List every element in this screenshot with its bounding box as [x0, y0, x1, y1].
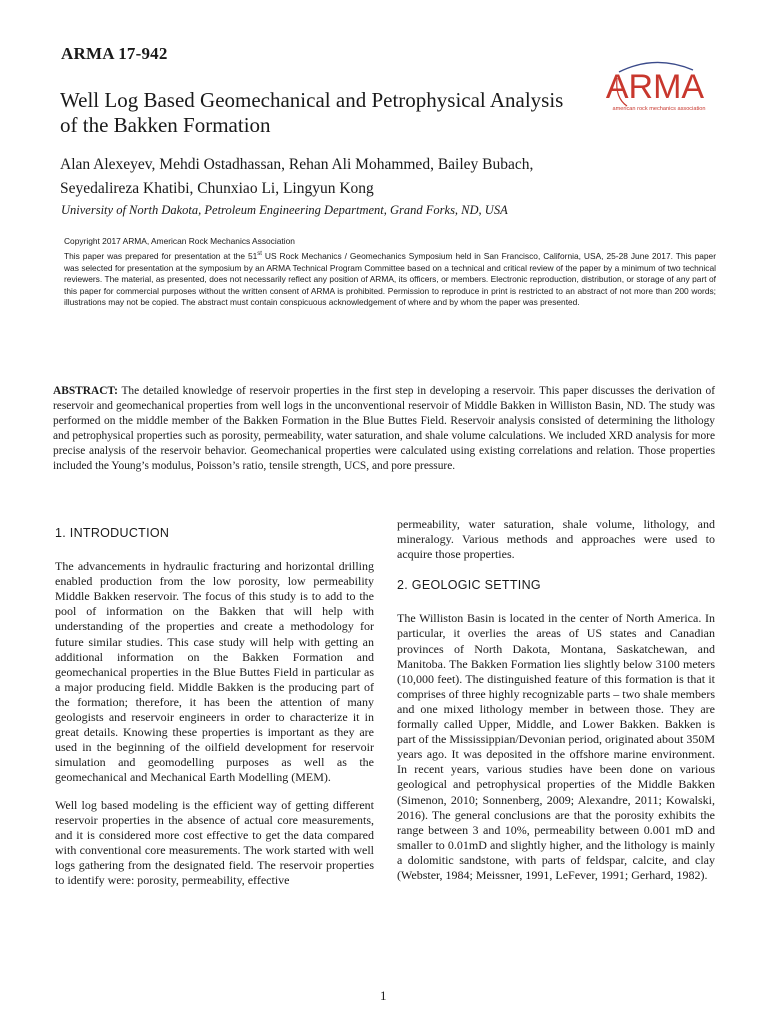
intro-paragraph-2: Well log based modeling is the efficient way of getting different reservoir properties in the absence of actual core measurements, and it is considered more cost effective to get the data compared with conventional core measurements. The work started with well logs gathering from the designated field. The reservoir properties to identify were: porosity, permeability, effective — [55, 797, 374, 887]
paper-id: ARMA 17-942 — [61, 44, 168, 63]
abstract-label: ABSTRACT: — [53, 385, 118, 397]
affiliation: University of North Dakota, Petroleum Engineering Department, Grand Forks, ND, USA — [61, 203, 508, 217]
intro-paragraph-1: The advancements in hydraulic fracturing and horizontal drilling enabled production from the low porosity, low permeability Middle Bakken reservoir. The focus of this study is to add to the pool of information on the Bakken that will help with understanding of the properties and create a methodology for future similar studies. This case study will help with getting an additional information on the Bakken Formation and geomechanical properties in the Blue Buttes Field in particular as a major producing field. Middle Bakken is the producing part of the formation; therefore, it has been the attention of many geologists and reservoir engineers in order to characterize it in great details. Knowing these properties is important as they are used in the beginning of the oilfield development for reservoir simulation and geomodelling purposes as well as the geomechanical and Mechanical Earth Modelling (MEM). — [55, 559, 374, 785]
copyright-body-pre: This paper was prepared for presentation at the 51 — [64, 251, 258, 262]
section-heading-introduction: 1. INTRODUCTION — [55, 526, 170, 540]
section-heading-geologic-setting: 2. GEOLOGIC SETTING — [397, 578, 541, 593]
copyright-body-post: US Rock Mechanics / Geomechanics Symposium held in San Francisco, California, USA, 25-28 June 2017. This paper was selected for presentation at the symposium by an ARMA Technical Program Committee based on a technical and critical review of the paper by a minimum of two technical reviewers. The material, as presented, does not necessarily reflect any position of ARMA, its officers, or members. Electronic reproduction, distribution, or storage of any part of this paper for commercial purposes without the written consent of ARMA is prohibited. Permission to reproduce in print is restricted to an abstract of not more than 200 words; illustrations may not be copied. The abstract must contain conspicuous acknowledgement of where and by whom the paper was presented. — [64, 251, 716, 308]
geologic-setting-paragraph: The Williston Basin is located in the center of North America. In particular, it overlies the areas of US states and Canadian provinces of North Dakota, Montana, Saskatchewan, and Manitoba. The Bakken Formation lies slightly below 3100 meters (10,000 feet). The distinguished feature of this formation is that it comprises of three highly recognizable parts – two shale members and one mixed lithology member in between those. They are formally called Upper, Middle, and Lower Bakken. Bakken is part of the Mississippian/Devonian period, originated about 350M years ago. It was deposited in the offshore marine environment. In recent years, various studies have been done on various geological and petrophysical properties of the Middle Bakken (Simenon, 2010; Sonnenberg, 2009; Alexandre, 2011; Kowalski, 2016). The general conclusions are that the porosity exhibits the range between 3 and 10%, permeability between 0.001 mD and smaller to 0.01mD and slightly higher, and the lithology is mainly a dolomitic sandstone, with parts of feldspar, calcite, and clay (Webster, 1984; Meissner, 1991, LeFever, 1991; Gerhard, 1982). — [397, 611, 715, 882]
copyright-notice — [64, 236, 716, 308]
page-number: 1 — [380, 988, 387, 1003]
intro-paragraph-continued: permeability, water saturation, shale volume, lithology, and mineralogy. Various methods and approaches were used to acquire those properties. — [397, 517, 715, 562]
authors — [60, 153, 580, 201]
abstract-text: The detailed knowledge of reservoir properties in the first step in developing a reservoir. This paper discusses the derivation of reservoir and geomechanical properties from well logs in the unconventional reservoir of Middle Bakken in Williston Basin, ND. The study was performed on the middle member of the Bakken Formation in the Blue Buttes Field. Reservoir analysis consisted of determining the lithology and petrophysical properties such as porosity, permeability, water saturation, and shale volume calculations. We included XRD analysis for more precise analysis of the reservoir behavior. Geomechanical properties were calculated using existing correlations and relation. Those properties included the Young’s modulus, Poisson’s ratio, tensile strength, UCS, and pore pressure. — [53, 385, 715, 473]
authors-line-2: Seyedalireza Khatibi, Chunxiao Li, Lingyun Kong — [60, 180, 374, 197]
arma-logo — [597, 58, 713, 114]
left-column — [55, 526, 374, 900]
abstract — [53, 384, 715, 475]
copyright-body — [64, 251, 716, 308]
logo-subtitle: american rock mechanics association — [612, 106, 706, 112]
authors-line-1: Alan Alexeyev, Mehdi Ostadhassan, Rehan Ali Mohammed, Bailey Bubach, — [60, 156, 534, 173]
copyright-body-sup: st — [257, 251, 262, 258]
right-column — [397, 517, 715, 895]
copyright-line: Copyright 2017 ARMA, American Rock Mechanics Association — [64, 236, 295, 246]
paper-title: Well Log Based Geomechanical and Petrophysical Analysis of the Bakken Formation — [60, 88, 564, 137]
logo-wordmark: ARMA — [605, 68, 705, 106]
